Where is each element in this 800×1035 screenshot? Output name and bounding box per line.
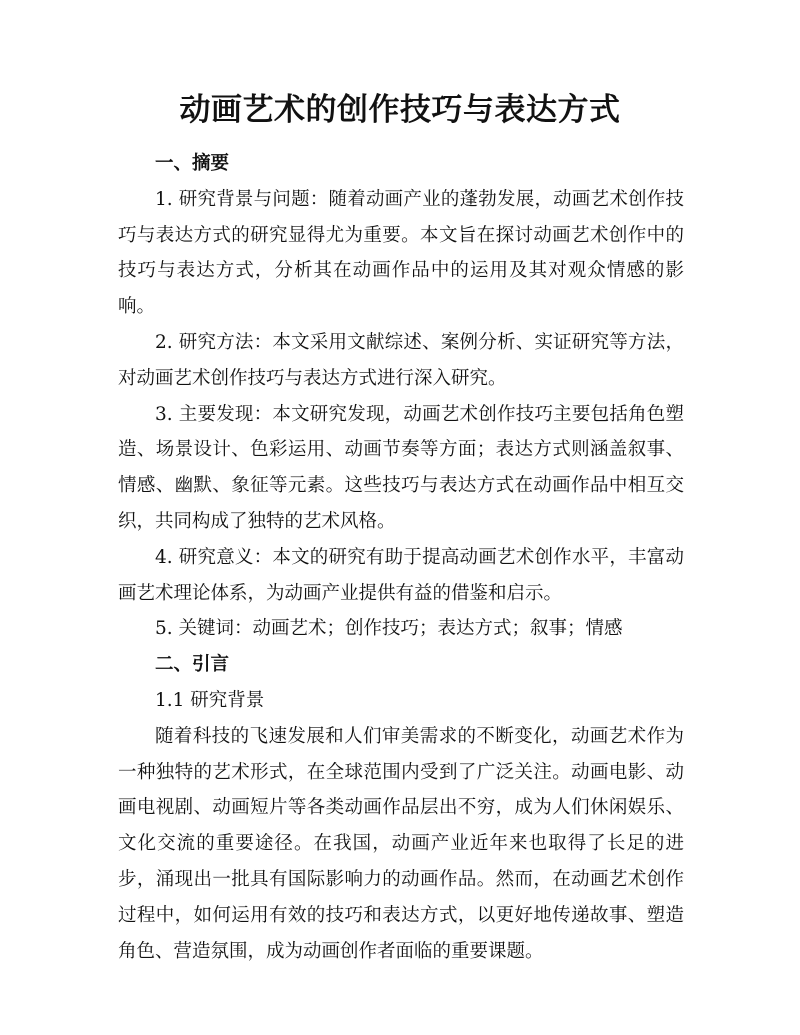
introduction-paragraph: 随着科技的飞速发展和人们审美需求的不断变化，动画艺术作为一种独特的艺术形式，在全球范围内受到了广泛关注。动画电影、动画电视剧、动画短片等各类动画作品层出不穷，成为人们休闲娱乐、文化交流的重要途径。在我国，动画产业近年来也取得了长足的进步，涌现出一批具有国际影响力的动画作品。然而，在动画艺术创作过程中，如何运用有效的技巧和表达方式，以更好地传递故事、塑造角色、营造氛围，成为动画创作者面临的重要课题。 — [118, 725, 684, 962]
abstract-paragraph-methods: 2. 研究方法：本文采用文献综述、案例分析、实证研究等方法，对动画艺术创作技巧与表达方式进行深入研究。 — [118, 331, 684, 389]
section-heading-abstract: 一、摘要 — [155, 153, 230, 174]
abstract-paragraph-background: 1. 研究背景与问题：随着动画产业的蓬勃发展，动画艺术创作技巧与表达方式的研究显得尤为重要。本文旨在探讨动画艺术创作中的技巧与表达方式，分析其在动画作品中的运用及其对观众情感的影响。 — [118, 188, 684, 318]
abstract-paragraph-significance: 4. 研究意义：本文的研究有助于提高动画艺术创作水平，丰富动画艺术理论体系，为动画产业提供有益的借鉴和启示。 — [118, 546, 684, 604]
document-title: 动画艺术的创作技巧与表达方式 — [179, 92, 621, 128]
section-heading-introduction: 二、引言 — [155, 654, 230, 676]
abstract-paragraph-keywords: 5. 关键词：动画艺术；创作技巧；表达方式；叙事；情感 — [155, 618, 623, 640]
abstract-paragraph-findings: 3. 主要发现：本文研究发现，动画艺术创作技巧主要包括角色塑造、场景设计、色彩运用、动画节奏等方面；表达方式则涵盖叙事、情感、幽默、象征等元素。这些技巧与表达方式在动画作品中相互交织，共同构成了独特的艺术风格。 — [118, 403, 684, 532]
document-body — [118, 146, 684, 969]
subsection-heading-research-background: 1.1 研究背景 — [155, 689, 265, 711]
